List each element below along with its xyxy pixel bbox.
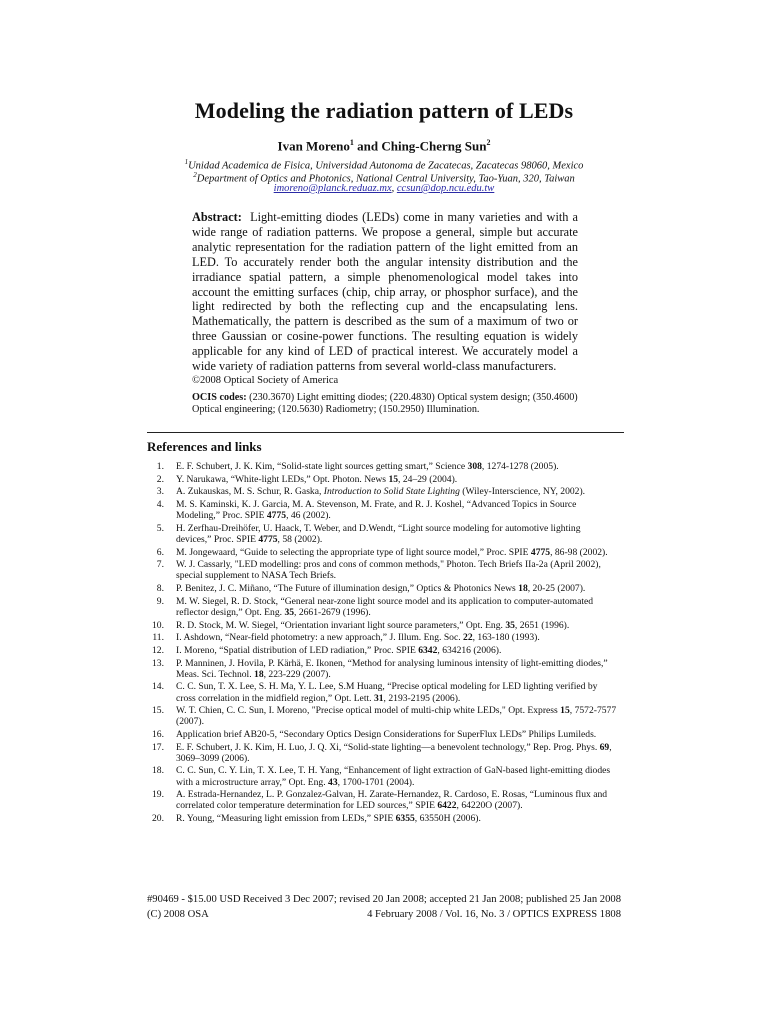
reference-text bbox=[176, 461, 617, 472]
reference-item bbox=[147, 547, 617, 558]
reference-item bbox=[147, 523, 617, 545]
reference-fragment: W. J. Cassarly, "LED modelling: pros and cons of common methods," Photon. Tech Briefs IIa-2a (April 2002), special supplement to NASA Tech Briefs. bbox=[176, 559, 601, 582]
reference-text bbox=[176, 729, 617, 740]
reference-text bbox=[176, 596, 617, 618]
reference-item bbox=[147, 583, 617, 594]
copyright-notice: ©2008 Optical Society of America bbox=[192, 375, 339, 386]
volume-number: 6342 bbox=[418, 644, 438, 656]
reference-item bbox=[147, 729, 617, 740]
abstract bbox=[192, 210, 578, 374]
reference-number: 4. bbox=[156, 499, 164, 511]
reference-fragment: R. Young, “Measuring light emission from LEDs,” SPIE bbox=[176, 813, 396, 824]
reference-text bbox=[176, 789, 617, 811]
volume-number: 4775 bbox=[258, 533, 278, 545]
ocis-codes bbox=[192, 392, 592, 417]
volume-number: 43 bbox=[328, 776, 338, 788]
reference-number: 10. bbox=[152, 619, 164, 631]
volume-number: 35 bbox=[284, 606, 295, 618]
reference-number: 3. bbox=[156, 486, 164, 498]
volume-number: 6355 bbox=[395, 813, 415, 824]
copyright-line: (C) 2008 OSA bbox=[147, 909, 209, 920]
reference-fragment: , 1700-1701 (2004). bbox=[337, 776, 415, 788]
reference-text bbox=[176, 632, 617, 643]
author-line bbox=[0, 138, 768, 154]
reference-fragment: , 2193-2195 (2006). bbox=[383, 692, 461, 704]
journal-citation: 4 February 2008 / Vol. 16, No. 3 / OPTICS EXPRESS 1808 bbox=[367, 909, 621, 920]
reference-text bbox=[176, 765, 617, 787]
reference-fragment: (Wiley-Interscience, NY, 2002). bbox=[459, 486, 586, 498]
email-separator: , bbox=[391, 183, 397, 194]
reference-fragment: , 163-180 (1993). bbox=[472, 632, 540, 644]
reference-item bbox=[147, 620, 617, 631]
reference-number: 6. bbox=[156, 546, 164, 558]
reference-number: 18. bbox=[152, 765, 164, 777]
reference-fragment: , 7572-7577 (2007). bbox=[176, 705, 617, 728]
volume-number: 15 bbox=[388, 473, 399, 485]
reference-fragment: I. Moreno, “Spatial distribution of LED radiation,” Proc. SPIE bbox=[176, 644, 419, 656]
reference-fragment: , 223-229 (2007). bbox=[263, 668, 331, 680]
reference-number: 7. bbox=[156, 559, 164, 571]
reference-text bbox=[176, 620, 617, 631]
author-name: Ivan Moreno bbox=[277, 138, 350, 154]
affiliation-mark: 2 bbox=[486, 138, 491, 147]
reference-text bbox=[176, 813, 617, 824]
reference-text bbox=[176, 681, 617, 703]
reference-number: 11. bbox=[152, 632, 164, 644]
reference-fragment: E. F. Schubert, J. K. Kim, H. Luo, J. Q. Xi, “Solid-state lighting—a benevolent technology,” Rep. Prog. Phys. bbox=[176, 741, 600, 753]
reference-text bbox=[176, 645, 617, 656]
reference-item bbox=[147, 499, 617, 521]
ocis-text: (230.3670) Light emitting diodes; (220.4830) Optical system design; (350.4600) Optical engineering; (120.5630) Radiometry; (150.2950) Illumination. bbox=[192, 392, 578, 416]
reference-text bbox=[176, 559, 617, 581]
reference-number: 12. bbox=[152, 644, 164, 656]
reference-fragment: , 86-98 (2002). bbox=[550, 546, 608, 558]
reference-fragment: , 58 (2002). bbox=[277, 533, 323, 545]
reference-text bbox=[176, 486, 617, 497]
footer-left bbox=[147, 892, 241, 922]
reference-text bbox=[176, 499, 617, 521]
reference-fragment: , 46 (2002). bbox=[286, 510, 331, 522]
reference-fragment: M. S. Kaminski, K. J. Garcia, M. A. Stevenson, M. Frate, and R. J. Koshel, “Advanced Topics in Source Modeling,” Proc. SPIE bbox=[176, 499, 577, 522]
reference-text bbox=[176, 583, 617, 594]
reference-text bbox=[176, 658, 617, 680]
reference-item bbox=[147, 742, 617, 764]
reference-number: 14. bbox=[152, 681, 164, 693]
reference-item bbox=[147, 486, 617, 497]
reference-number: 17. bbox=[152, 741, 164, 753]
section-divider bbox=[147, 432, 624, 433]
reference-fragment: C. C. Sun, T. X. Lee, S. H. Ma, Y. L. Lee, S.M Huang, “Precise optical modeling for LED lighting verified by cross correlation in the midfield region,” Opt. Lett. bbox=[176, 681, 598, 704]
publication-dates: Received 3 Dec 2007; revised 20 Jan 2008; accepted 21 Jan 2008; published 25 Jan 2008 bbox=[242, 894, 621, 905]
email-link[interactable]: ccsun@dop.ncu.edu.tw bbox=[396, 183, 495, 194]
reference-fragment: , 2661-2679 (1996). bbox=[294, 606, 371, 618]
ocis-label: OCIS codes: bbox=[192, 392, 247, 403]
reference-item bbox=[147, 705, 617, 727]
abstract-text: Light-emitting diodes (LEDs) come in many varieties and with a wide range of radiation patterns. We propose a general, simple but accurate analytic representation for the radiation pattern of the light emitted from an LED. To accurately render both the angular intensity distribution and the irradiance spatial pattern, a simple phenomenological model takes into account the emitting surfaces (chip, chip array, or phosphor surface), and the light redirected by both the reflecting cup and the encapsulating lens. Mathematically, the pattern is described as the sum of a maximum of two or three Gaussian or cosine-power functions. The resulting equation is widely applicable for any kind of LED of practical interest. We accurately model a wide variety of radiation patterns from several world-class manufacturers. bbox=[192, 210, 578, 374]
references-heading: References and links bbox=[147, 439, 262, 454]
reference-item bbox=[147, 789, 617, 811]
reference-item bbox=[147, 658, 617, 680]
reference-fragment: , 64220O (2007). bbox=[456, 800, 523, 812]
affiliation-mark: 1 bbox=[184, 158, 189, 166]
reference-fragment: , 2651 (1996). bbox=[514, 619, 570, 631]
reference-text bbox=[176, 742, 617, 764]
reference-number: 16. bbox=[152, 728, 164, 740]
volume-number: 6422 bbox=[437, 800, 457, 812]
abstract-label: Abstract: bbox=[192, 210, 242, 224]
reference-item bbox=[147, 596, 617, 618]
reference-fragment: C. C. Sun, C. Y. Lin, T. X. Lee, T. H. Yang, “Enhancement of light extraction of GaN-based light-emitting diodes with a microstructure array,” Opt. Eng. bbox=[176, 765, 611, 788]
reference-item bbox=[147, 461, 617, 472]
reference-fragment: Application brief AB20-5, “Secondary Optics Design Considerations for SuperFlux LEDs” Philips Lumileds. bbox=[176, 728, 597, 740]
reference-number: 20. bbox=[152, 813, 164, 824]
reference-number: 15. bbox=[152, 705, 164, 717]
reference-item bbox=[147, 681, 617, 703]
reference-text bbox=[176, 523, 617, 545]
price-line: #90469 - $15.00 USD bbox=[147, 894, 241, 905]
reference-item bbox=[147, 474, 617, 485]
email-link[interactable]: imoreno@planck.reduaz.mx bbox=[273, 183, 392, 194]
affiliation-1 bbox=[0, 158, 768, 172]
reference-item bbox=[147, 632, 617, 643]
reference-fragment: M. W. Siegel, R. D. Stock, “General near-zone light source model and its application to computer-automated reflector design,” Opt. Eng. bbox=[176, 595, 594, 618]
reference-fragment: R. D. Stock, M. W. Siegel, “Orientation invariant light source parameters,” Opt. Eng. bbox=[176, 619, 506, 631]
reference-number: 1. bbox=[156, 461, 164, 472]
reference-number: 19. bbox=[152, 789, 164, 801]
reference-fragment: W. T. Chien, C. C. Sun, I. Moreno, "Precise optical model of multi-chip white LEDs," Opt. Express bbox=[176, 705, 561, 717]
reference-text bbox=[176, 705, 617, 727]
volume-number: 4775 bbox=[266, 510, 287, 522]
reference-fragment: I. Ashdown, “Near-field photometry: a new approach,” J. Illum. Eng. Soc. bbox=[176, 632, 464, 644]
reference-fragment: M. Jongewaard, “Guide to selecting the appropriate type of light source model,” Proc. SPIE bbox=[176, 546, 531, 558]
reference-number: 8. bbox=[156, 583, 164, 595]
reference-item bbox=[147, 813, 617, 824]
volume-number: 4775 bbox=[530, 546, 551, 558]
reference-fragment: H. Zerfhau-Dreihöfer, U. Haack, T. Weber, and D.Wendt, “Light source modeling for automotive lighting devices,” Proc. SPIE bbox=[176, 522, 581, 545]
volume-number: 35 bbox=[505, 619, 515, 631]
reference-number: 2. bbox=[156, 473, 164, 485]
reference-fragment: , 3069–3099 (2006). bbox=[176, 741, 612, 764]
affiliation-text: Department of Optics and Photonics, National Central University, Tao-Yuan, 320, Taiwan bbox=[196, 173, 575, 185]
paper-title: Modeling the radiation pattern of LEDs bbox=[194, 98, 574, 123]
reference-number: 13. bbox=[152, 657, 164, 669]
reference-fragment: , 634216 (2006). bbox=[437, 644, 502, 656]
reference-fragment: , 20-25 (2007). bbox=[527, 583, 586, 595]
affiliation-mark: 2 bbox=[193, 171, 197, 179]
volume-number: 308 bbox=[467, 461, 482, 472]
reference-text bbox=[176, 474, 617, 485]
reference-fragment: P. Manninen, J. Hovila, P. Kärhä, E. Ikonen, “Method for analysing luminous intensity of light-emitting diodes,” Meas. Sci. Technol. bbox=[176, 657, 608, 680]
author-separator: and bbox=[353, 138, 382, 154]
book-title: Introduction to Solid State Lighting bbox=[323, 486, 460, 498]
reference-item bbox=[147, 559, 617, 581]
volume-number: 18 bbox=[518, 583, 528, 595]
reference-item bbox=[147, 645, 617, 656]
reference-fragment: A. Zukauskas, M. S. Schur, R. Gaska, bbox=[176, 486, 324, 498]
reference-fragment: P. Benitez, J. C. Miñano, “The Future of illumination design,” Optics & Photonics News bbox=[176, 583, 519, 595]
affiliation-text: Unidad Academica de Fisica, Universidad Autonoma de Zacatecas, Zacatecas 98060, Mexico bbox=[188, 160, 584, 172]
reference-fragment: , 24–29 (2004). bbox=[398, 473, 458, 485]
reference-fragment: , 1274-1278 (2005). bbox=[481, 461, 559, 472]
volume-number: 15 bbox=[560, 705, 570, 717]
affiliation-mark: 1 bbox=[349, 138, 354, 147]
reference-number: 9. bbox=[156, 595, 164, 607]
footer-right bbox=[243, 892, 621, 922]
references-list bbox=[147, 461, 617, 826]
author-emails bbox=[0, 183, 768, 194]
reference-number: 5. bbox=[156, 522, 164, 534]
volume-number: 18 bbox=[254, 668, 264, 680]
volume-number: 31 bbox=[373, 692, 384, 704]
reference-fragment: A. Estrada-Hernandez, L. P. Gonzalez-Galvan, H. Zarate-Hernandez, R. Cardoso, E. Rosas, “Luminous flux and correlated color temperature determination for LED sources,” SPIE bbox=[176, 789, 608, 812]
reference-text bbox=[176, 547, 617, 558]
reference-fragment: , 63550H (2006). bbox=[414, 813, 481, 824]
reference-item bbox=[147, 765, 617, 787]
reference-fragment: E. F. Schubert, J. K. Kim, “Solid-state light sources getting smart,” Science bbox=[176, 461, 468, 472]
reference-fragment: Y. Narukawa, “White-light LEDs,” Opt. Photon. News bbox=[176, 473, 389, 485]
volume-number: 22 bbox=[463, 632, 473, 644]
volume-number: 69 bbox=[599, 741, 610, 753]
author-name: Ching-Cherng Sun bbox=[381, 138, 487, 154]
